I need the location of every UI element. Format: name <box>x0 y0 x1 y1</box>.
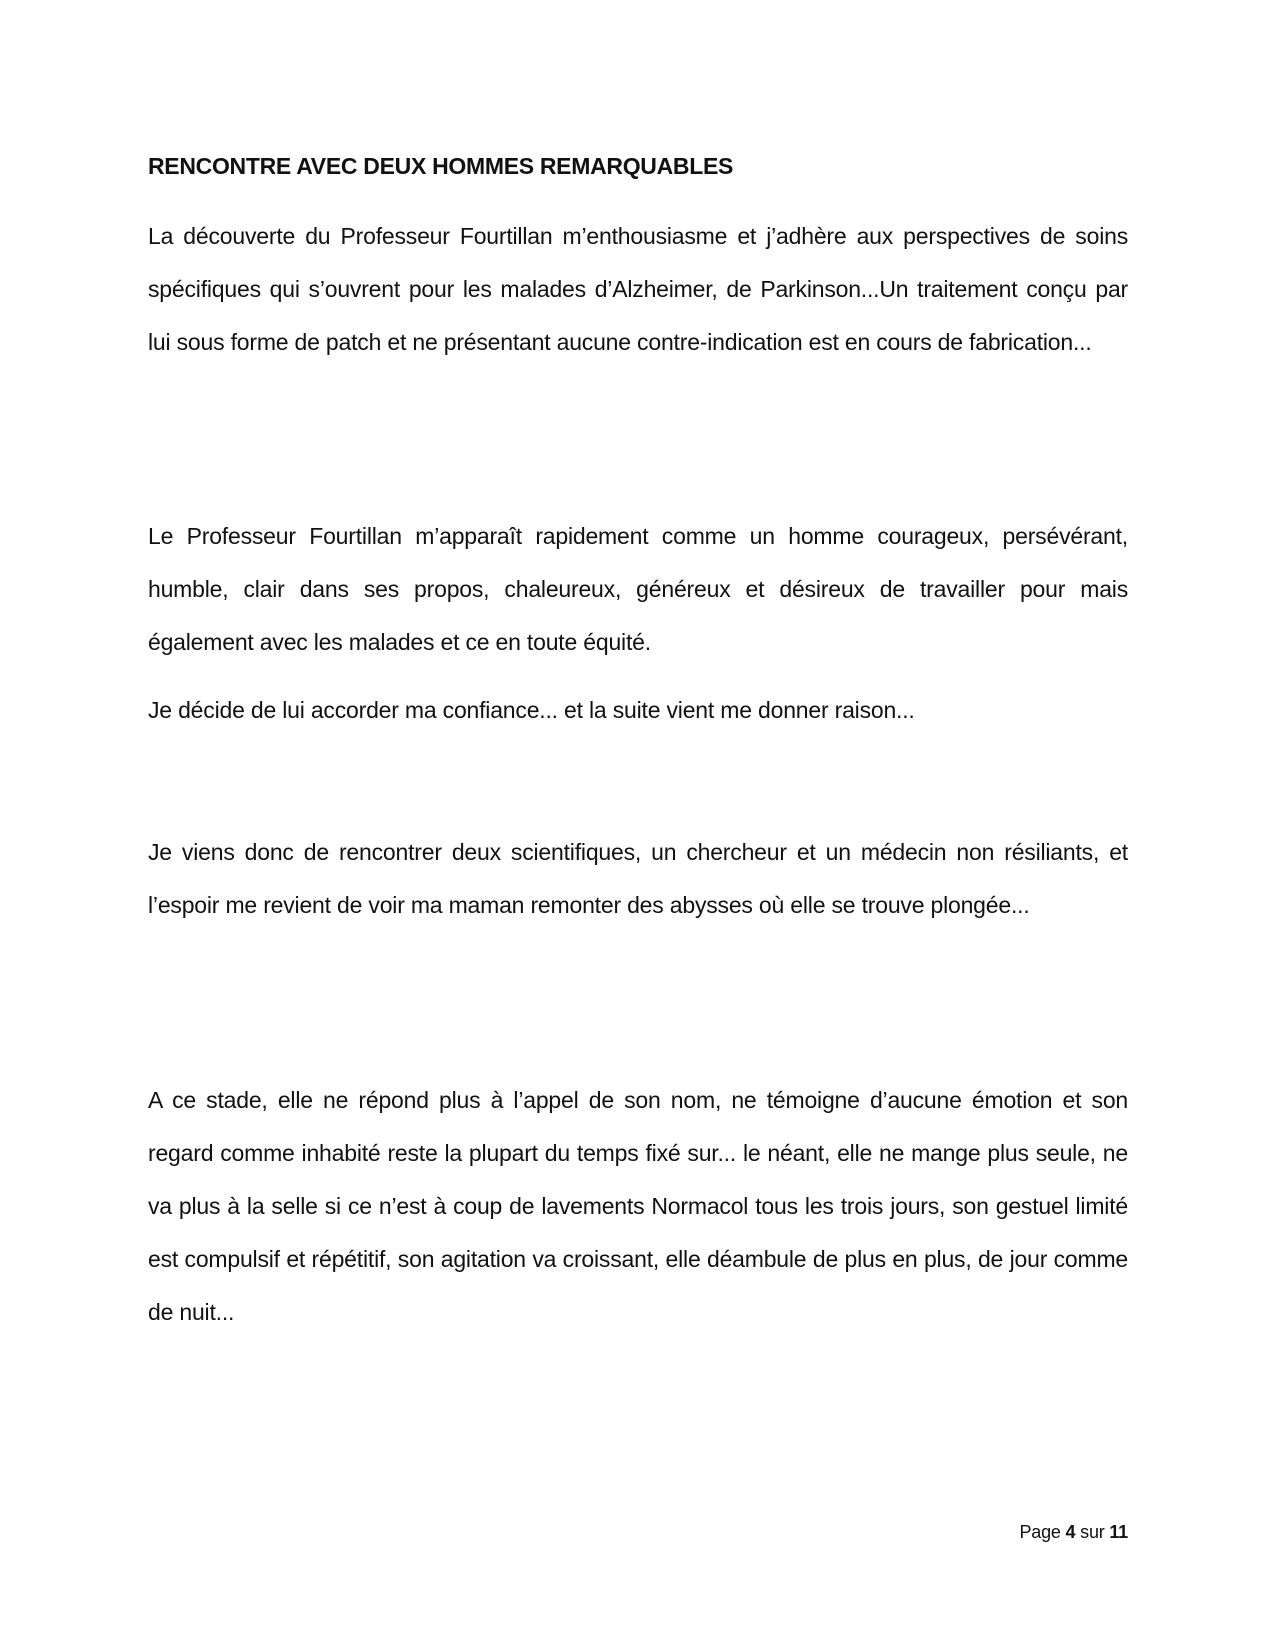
page-label: Page <box>1019 1522 1061 1542</box>
paragraph-1: La découverte du Professeur Fourtillan m’enthousiasme et j’adhère aux perspectives de soins spécifiques qui s’ouvrent pour les malades d’Alzheimer, de Parkinson...Un traitement conçu par lui sous forme de patch et ne présentant aucune contre-indication est en cours de fabrication... <box>148 223 1128 355</box>
page-footer <box>1019 1520 1128 1544</box>
paragraph-4: Je viens donc de rencontrer deux scientifiques, un chercheur et un médecin non résiliants, et l’espoir me revient de voir ma maman remonter des abysses où elle se trouve plongée... <box>148 839 1128 918</box>
total-pages-number: 11 <box>1109 1522 1128 1542</box>
paragraph-2: Le Professeur Fourtillan m’apparaît rapidement comme un homme courageux, persévérant, humble, clair dans ses propos, chaleureux, généreux et désireux de travailler pour mais également avec les malades et ce en toute équité. <box>148 523 1128 655</box>
current-page-number: 4 <box>1065 1522 1076 1542</box>
paragraph-3: Je décide de lui accorder ma confiance... et la suite vient me donner raison... <box>148 697 915 723</box>
section-title: RENCONTRE AVEC DEUX HOMMES REMARQUABLES <box>148 153 734 179</box>
paragraph-5: A ce stade, elle ne répond plus à l’appel de son nom, ne témoigne d’aucune émotion et son regard comme inhabité reste la plupart du temps fixé sur... le néant, elle ne mange plus seule, ne va plus à la selle si ce n’est à coup de lavements Normacol tous les trois jours, son gestuel limité est compulsif et répétitif, son agitation va croissant, elle déambule de plus en plus, de jour comme de nuit... <box>148 1087 1128 1325</box>
of-label: sur <box>1080 1522 1105 1542</box>
